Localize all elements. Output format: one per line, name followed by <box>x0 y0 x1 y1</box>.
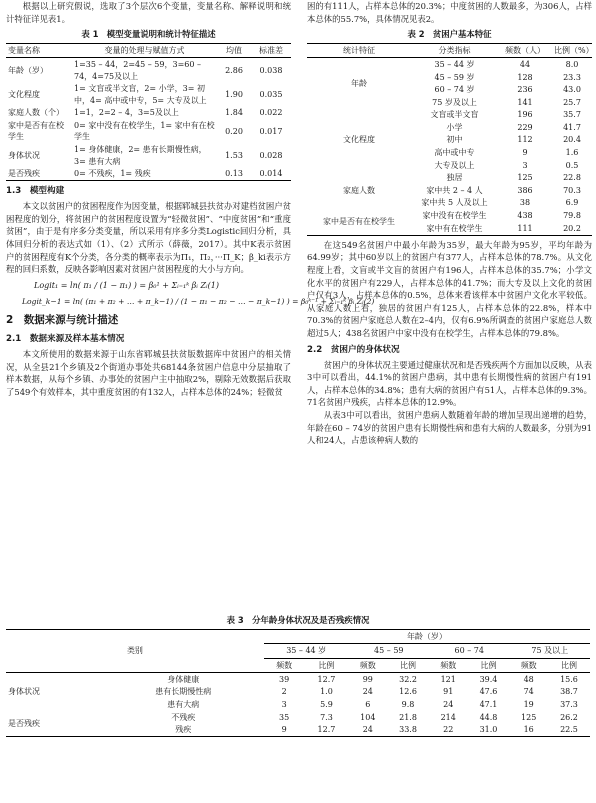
health-paragraph-2: 从表3中可以看出，贫困户患病人数随着年龄的增加呈现出递增的趋势，年龄在60 – 74岁的贫困户患有长期慢性病和患有大病的人数最多，分别为91人和24人，占患该种病人数的 <box>307 409 592 446</box>
table3-cell-freq: 99 <box>362 674 373 684</box>
table2-header-ratio: 比例（%） <box>552 43 592 58</box>
table1-cell-sd: 0.022 <box>259 108 283 118</box>
table3-sub-ratio: 比例 <box>304 658 348 673</box>
table1-cell-name: 年龄（岁） <box>8 65 48 75</box>
table3-group-label: 身体状况 <box>8 687 40 697</box>
table2-cell-freq: 44 <box>519 59 531 69</box>
table2-cell-ratio: 43.0 <box>563 85 581 95</box>
table2-cell-freq: 111 <box>517 223 533 233</box>
table2-cell-freq: 438 <box>517 211 533 221</box>
table3-header-age: 年龄（岁） <box>264 629 590 644</box>
table1-cell-name: 文化程度 <box>8 89 40 99</box>
table2-cell-freq: 9 <box>522 148 528 158</box>
table3-cell-ratio: 7.3 <box>320 712 333 722</box>
table3-cell-ratio: 33.8 <box>399 725 417 735</box>
table3-row <box>6 673 590 686</box>
table2-cell-freq: 128 <box>517 72 533 82</box>
table3-cell-freq: 19 <box>523 700 534 710</box>
table1-row <box>6 144 291 168</box>
table1-cell-desc: 1=1，2=2 – 4，3=5及以上 <box>74 108 179 118</box>
table2-cell-category: 初中 <box>446 135 463 145</box>
table3-cell-ratio: 38.7 <box>560 687 578 697</box>
table2-row <box>307 210 592 223</box>
table2-body <box>307 58 592 235</box>
table2-cell-category: 大专及以上 <box>434 160 475 170</box>
table1-header-mean: 均值 <box>217 43 251 58</box>
table3-cell-freq: 121 <box>440 674 456 684</box>
table1-cell-desc: 0= 不残疾，1= 残疾 <box>74 169 151 179</box>
table2-cell-freq: 38 <box>519 198 531 208</box>
table2-cell-category: 家中没有在校学生 <box>422 211 487 221</box>
table2-cell-category: 小学 <box>446 122 463 132</box>
table2-cell-ratio: 1.6 <box>565 148 579 158</box>
table1-cell-desc: 0= 家中没有在校学生，1= 家中有在校学生 <box>74 120 215 142</box>
table3-sub-freq: 频数 <box>509 658 547 673</box>
table2-cell-category: 35 – 44 岁 <box>434 59 475 69</box>
table3-item: 身体健康 <box>167 674 200 684</box>
table1-row <box>6 83 291 107</box>
table1-cell-desc: 1=35 – 44，2=45 – 59，3=60 – 74，4=75及以上 <box>74 59 201 81</box>
table1-header-name: 变量名称 <box>6 43 72 58</box>
section-2-1-title: 2.1 数据来源及样本基本情况 <box>6 334 125 345</box>
section-2-2-title: 2.2 贫困户的身体状况 <box>307 344 400 355</box>
table2-cell-ratio: 0.5 <box>565 160 579 170</box>
table2-cell-freq: 196 <box>517 110 533 120</box>
table3-caption: 表 3 分年龄身体状况及是否残疾情况 <box>226 615 370 625</box>
table1-row <box>6 119 291 143</box>
table1-cell-mean: 0.13 <box>225 169 243 179</box>
table3-sub-ratio: 比例 <box>387 658 429 673</box>
table2-cell-ratio: 25.7 <box>563 97 581 107</box>
table1-cell-sd: 0.017 <box>259 126 283 136</box>
intro-paragraph: 根据以上研究假说，选取了3个层次6个变量，变量名称、解释说明和统计特征详见表1。 <box>6 1 291 24</box>
table1-header-sd: 标准差 <box>251 43 291 58</box>
table2-cell-ratio: 22.8 <box>563 173 581 183</box>
table3-item: 患有大病 <box>167 700 200 710</box>
table3-item: 残疾 <box>175 725 192 735</box>
table3-cell-ratio: 12.7 <box>317 674 336 684</box>
table2-header-freq: 频数（人） <box>498 43 552 58</box>
table2-group-label: 年龄 <box>351 78 367 88</box>
table1-cell-sd: 0.038 <box>259 65 283 75</box>
table3-cell-ratio: 37.3 <box>560 700 578 710</box>
table3-age-header: 35 – 44 岁 <box>264 644 349 659</box>
section-1-3-title: 1.3 模型构建 <box>6 186 65 197</box>
table1-cell-mean: 1.90 <box>225 89 243 99</box>
table3-group-label: 是否残疾 <box>8 718 40 728</box>
table3-cell-ratio: 39.4 <box>479 674 498 684</box>
section-2-1-paragraph: 本文所使用的数据来源于山东省郓城县扶贫版数据库中贫困户的相关情况，从全县21个乡镇及2个街道办事处共68144条贫困户信息中分层抽取了样本数据，从每个乡镇、办事处的贫困户主中抽取2%，剔除无效数据后获取了549个有效样本，其中重度贫困的有132人，占样本总体的24%；轻微贫 <box>6 348 291 397</box>
table1-cell-mean: 1.84 <box>225 108 243 118</box>
table2-cell-category: 家中共 5 人及以上 <box>421 198 488 208</box>
table3-cell-ratio: 1.0 <box>320 687 333 697</box>
table3-age-header: 45 – 59 <box>349 644 429 659</box>
table2-cell-ratio: 70.3 <box>563 185 581 195</box>
table2-cell-category: 高中或中专 <box>434 148 475 158</box>
formula-2: Logit_k−1 = ln( (π₁ + π₂ + … + π_k−1) / (1 − π₁ − π₂ − … − π_k−1) ) = β₀ᵏ⁻¹ + Σᵢ₌₁ᵏ βᵢ Zᵢ(2) <box>22 296 375 306</box>
table2-group-label: 家中是否有在校学生 <box>323 217 395 227</box>
table1-cell-name: 家中是否有在校学生 <box>8 120 64 142</box>
table1-cell-name: 是否残疾 <box>8 169 40 179</box>
table3-cell-freq: 125 <box>521 712 537 722</box>
table1 <box>6 43 291 182</box>
table3-cell-ratio: 9.8 <box>401 700 415 710</box>
table3-cell-ratio: 44.8 <box>479 712 498 722</box>
table2-row <box>307 109 592 122</box>
table2-caption: 表 2 贫困户基本特征 <box>407 29 492 40</box>
table1-cell-name: 身体状况 <box>8 150 40 160</box>
table1-cell-desc: 1= 文盲或半文盲，2= 小学，3= 初中，4= 高中或中专，5= 大专及以上 <box>74 84 207 105</box>
table2-cell-ratio: 23.3 <box>563 72 581 82</box>
right-column <box>307 0 592 447</box>
table1-cell-sd: 0.014 <box>259 169 283 179</box>
table2-cell-freq: 141 <box>517 97 533 107</box>
table3-cell-ratio: 21.8 <box>399 712 417 722</box>
table2-cell-freq: 229 <box>517 122 533 132</box>
table3-age-header: 75 及以上 <box>509 644 590 659</box>
table2-row <box>307 58 592 71</box>
table2-cell-freq: 112 <box>517 135 533 145</box>
section-2-title: 2 数据来源与统计描述 <box>6 314 119 327</box>
table2-cell-ratio: 35.7 <box>563 110 581 120</box>
table2-cell-ratio: 79.8 <box>563 211 581 221</box>
table3-cell-ratio: 22.5 <box>560 725 578 735</box>
age-paragraph: 在这549名贫困户中最小年龄为35岁，最大年龄为95岁，平均年龄为64.99岁；其中60岁以上的贫困户有377人，占样本总体的78.7%。从文化程度上看，文盲或半文盲的贫困户有196人，占样本总体的35.7%；小学文化水平的贫困户有229人，占样本总体的41.7%；而大专及以上文化的贫困户仅有3人，占样本总体的0.5%，总体来看该样本中贫困户文化水平较低。从家庭人数上看，独居的贫困户有125人，占样本总体的22.8%，样本中70.3%的贫困户家庭总人数在2–4内，仅有6.9%所调查的贫困户家庭总人数超过5人；438名贫困户中家中没有在校学生，占样本总体的79.8%。 <box>307 239 592 338</box>
table3-sub-freq: 频数 <box>264 658 304 673</box>
table3-cell-freq: 48 <box>523 674 534 684</box>
table1-cell-mean: 2.86 <box>225 65 243 75</box>
table3-sub-freq: 频数 <box>349 658 387 673</box>
table2-cell-freq: 236 <box>517 85 533 95</box>
table1-cell-sd: 0.028 <box>259 150 283 160</box>
table1-cell-mean: 0.20 <box>225 126 243 136</box>
table3-cell-freq: 6 <box>365 700 371 710</box>
table3-cell-ratio: 12.6 <box>399 687 417 697</box>
table3-row <box>6 711 590 724</box>
table1-row <box>6 168 291 181</box>
table2 <box>307 43 592 236</box>
table3 <box>6 629 590 738</box>
table3-body <box>6 673 590 737</box>
table3-age-header: 60 – 74 <box>429 644 509 659</box>
table3-cell-freq: 91 <box>443 687 454 697</box>
table2-row <box>307 172 592 185</box>
table2-cell-ratio: 20.4 <box>563 135 581 145</box>
table2-cell-category: 60 – 74 岁 <box>434 85 475 95</box>
table3-cell-ratio: 47.6 <box>479 687 498 697</box>
table2-cell-freq: 3 <box>522 160 528 170</box>
table1-caption: 表 1 模型变量说明和统计特征描述 <box>81 29 216 40</box>
table2-header-feature: 统计特征 <box>307 43 411 58</box>
table3-cell-freq: 35 <box>279 712 290 722</box>
table3-sub-ratio: 比例 <box>548 658 590 673</box>
table1-cell-name: 家庭人数（个） <box>8 108 64 118</box>
table3-cell-ratio: 32.2 <box>399 674 417 684</box>
table3-sub-freq: 频数 <box>429 658 467 673</box>
section-1-3-paragraph: 本文以贫困户的贫困程度作为因变量，根据郓城县扶贫办对建档贫困户贫困程度的划分，将贫困户的贫困程度设置为“轻微贫困”、“中度贫困”和“重度贫困”，由于是有序多分类变量，所以采用有序多分类Logistic回归分析，具体回归分析的表达式如（1）、（2）式所示（薛薇，2017）。其中K表示贫困户的贫困程度有K个分类，各分类的概率表示为Π₁，Π₂，···Π_K；β_ki表示方程的回归系数，反映各影响因素对贫困户贫困程度的大小与方向。 <box>6 201 291 275</box>
table3-cell-freq: 3 <box>281 700 287 710</box>
table3-cell-freq: 24 <box>362 725 373 735</box>
table1-header-desc: 变量的处理与赋值方式 <box>72 43 217 58</box>
table1-row <box>6 58 291 83</box>
table1-cell-mean: 1.53 <box>225 150 243 160</box>
continued-paragraph: 困的有111人，占样本总体的20.3%；中度贫困的人数最多，为306人，占样本总体的55.7%，具体情况见表2。 <box>307 1 592 24</box>
table3-cell-ratio: 15.6 <box>560 674 578 684</box>
formula-1: Logit₁ = ln( π₁ / (1 − π₁) ) = β₀¹ + Σᵢ₌₁ᵏ βᵢ Zᵢ(1) <box>34 280 219 290</box>
table3-cell-ratio: 5.9 <box>320 700 333 710</box>
table3-cell-freq: 24 <box>443 700 454 710</box>
table2-cell-ratio: 41.7 <box>563 122 581 132</box>
table1-body <box>6 58 291 181</box>
table3-cell-ratio: 47.1 <box>479 700 498 710</box>
table3-cell-freq: 9 <box>281 725 287 735</box>
table1-cell-desc: 1= 身体健康，2= 患有长期慢性病，3= 患有大病 <box>74 145 207 166</box>
table2-cell-ratio: 6.9 <box>565 198 579 208</box>
table3-cell-ratio: 31.0 <box>479 725 498 735</box>
table2-cell-freq: 386 <box>517 185 533 195</box>
table1-row <box>6 107 291 120</box>
table3-block <box>6 611 590 737</box>
table2-cell-category: 家中共 2 – 4 人 <box>426 185 483 195</box>
table3-cell-freq: 39 <box>279 674 290 684</box>
table3-cell-freq: 16 <box>523 725 534 735</box>
table3-header-category: 类别 <box>6 629 264 673</box>
table3-item: 患有长期慢性病 <box>155 687 212 697</box>
table2-group-label: 家庭人数 <box>343 185 375 195</box>
table3-cell-freq: 2 <box>281 687 287 697</box>
table3-sub-ratio: 比例 <box>467 658 509 673</box>
table3-cell-freq: 74 <box>523 687 534 697</box>
table3-cell-freq: 22 <box>443 725 454 735</box>
table2-group-label: 文化程度 <box>343 135 375 145</box>
table2-cell-freq: 125 <box>517 173 533 183</box>
table2-header-category: 分类指标 <box>411 43 498 58</box>
table3-cell-freq: 104 <box>360 712 376 722</box>
table2-cell-category: 文盲或半文盲 <box>430 110 479 120</box>
table2-cell-ratio: 8.0 <box>565 59 579 69</box>
table3-item: 不残疾 <box>171 712 196 722</box>
table2-cell-category: 家中有在校学生 <box>426 223 483 233</box>
table2-cell-ratio: 20.2 <box>563 223 581 233</box>
table3-cell-freq: 24 <box>362 687 373 697</box>
table3-cell-ratio: 26.2 <box>560 712 578 722</box>
table2-cell-category: 75 岁及以上 <box>432 97 477 107</box>
table2-cell-category: 45 – 59 岁 <box>434 72 475 82</box>
health-paragraph-1: 贫困户的身体状况主要通过健康状况和是否残疾两个方面加以反映，从表3中可以看出，44.1%的贫困户患病，其中患有长期慢性病的贫困户有191人，占样本总体的34.8%；患有大病的贫困户有51人，占样本总体的9.3%。71名贫困户残疾，占样本总体的12.9%。 <box>307 359 592 408</box>
table3-cell-freq: 214 <box>440 712 456 722</box>
table3-cell-ratio: 12.7 <box>317 725 336 735</box>
table2-cell-category: 独居 <box>446 173 463 183</box>
table1-cell-sd: 0.035 <box>259 89 283 99</box>
